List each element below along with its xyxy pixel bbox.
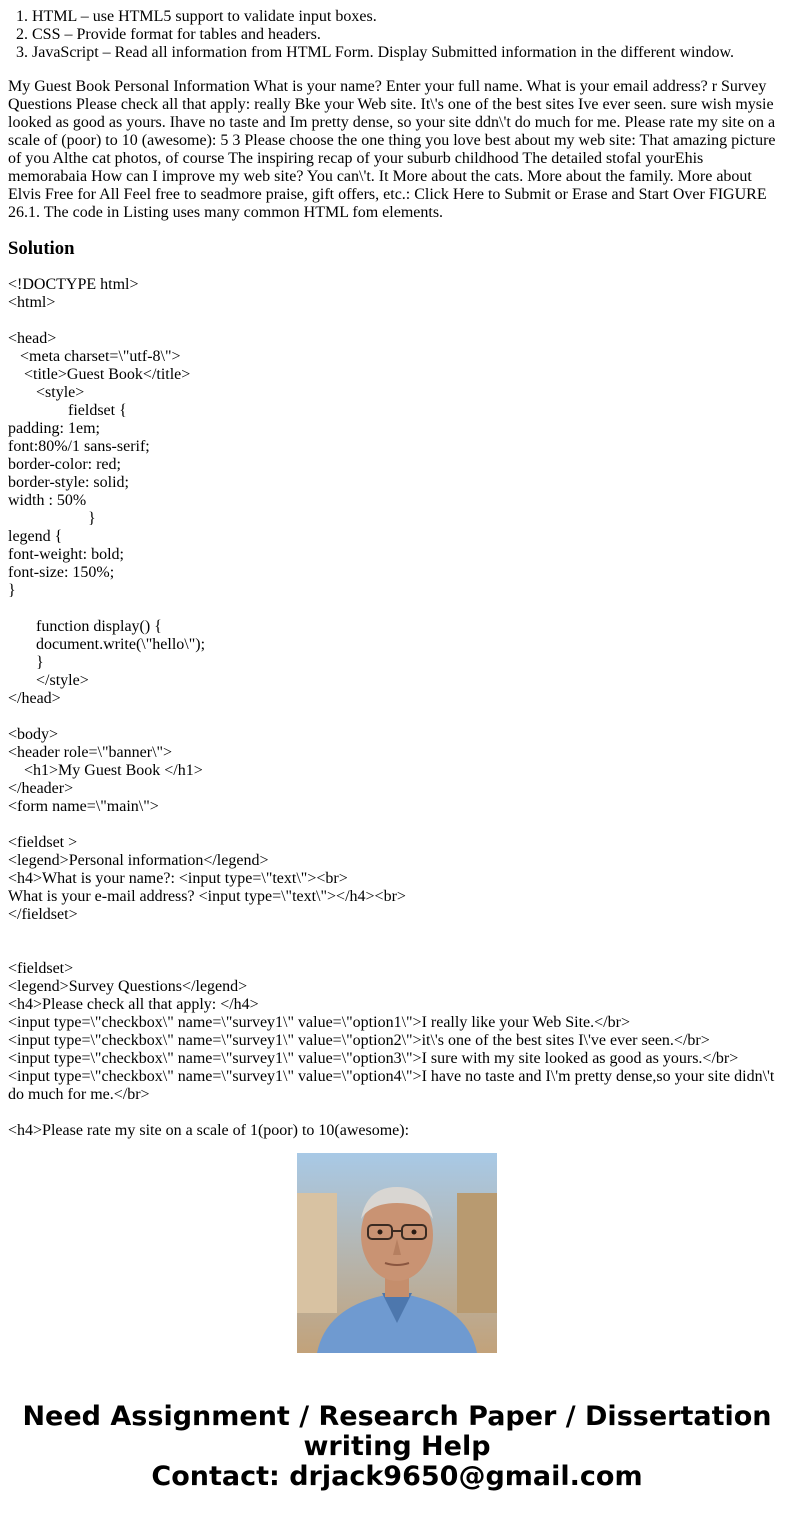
promo-line: writing Help [303,1431,491,1462]
author-photo-icon [297,1153,497,1353]
requirements-list [8,8,786,62]
question-text: My Guest Book Personal Information What is your name? Enter your full name. What is your email address? r Survey Questions Please check all that apply: really Bke your Web site. It\'s one of the best sites Ive ever seen. sure wish mysie looked as good as yours. Ihave no taste and Im pretty dense, so your site ddn\'t do much for me. Please rate my site on a scale of (poor) to 10 (awesome): 5 3 Please choose the one thing you love best about my web site: That amazing picture of you Althe cat photos, of course The inspiring recap of your suburb childhood The detailed stofal yourEhis memorabaia How can I improve my web site? You can\'t. It More about the cats. More about the family. More about Elvis Free for All Feel free to seadmore praise, gift offers, etc.: Click Here to Submit or Erase and Start Over FIGURE 26.1. The code in Listing uses many common HTML fom elements. [8,78,776,221]
promo-line: Need Assignment / Research Paper / Dissertation [22,1401,772,1432]
author-avatar [297,1153,497,1353]
solution-code: <!DOCTYPE html> <html> <head> <meta charset=\"utf-8\"> <title>Guest Book</title> <style> fieldset { padding: 1em; font:80%/1 sans-serif; border-color: red; border-style: solid; width : 50% } legend { font-weight: bold; font-size: 150%; } function display() { document.write(\"hello\"); } </style> </head> <body> <header role=\"banner\"> <h1>My Guest Book </h1> </header> <form name=\"main\"> <fieldset > <legend>Personal information</legend> <h4>What is your name?: <input type=\"text\"><br> What is your e-mail address? <input type=\"text\"></h4><br> </fieldset> <fieldset> <legend>Survey Questions</legend> <h4>Please check all that apply: </h4> <input type=\"checkbox\" name=\"survey1\" value=\"option1\">I really like your Web Site.</br> <input type=\"checkbox\" name=\"survey1\" value=\"option2\">it\'s one of the best sites I\'ve ever seen.</br> <input type=\"checkbox\" name=\"survey1\" value=\"option3\">I sure with my site looked as good as yours.</br> <input type=\"checkbox\" name=\"survey1\" value=\"option4\">I have no taste and I\'m pretty dense,so your site didn\'t do much for me.</br> <h4>Please rate my site on a scale of 1(poor) to 10(awesome): [8,276,775,1139]
promo-contact: Contact: drjack9650@gmail.com [151,1461,643,1492]
document-content [8,8,786,1139]
requirement-item: 2. CSS – Provide format for tables and headers. [32,26,786,44]
solution-heading: Solution [8,238,75,259]
requirement-item: 1. HTML – use HTML5 support to validate input boxes. [32,8,786,26]
promo-banner [0,1402,794,1492]
requirement-item: 3. JavaScript – Read all information from HTML Form. Display Submitted information in the different window. [32,44,786,62]
